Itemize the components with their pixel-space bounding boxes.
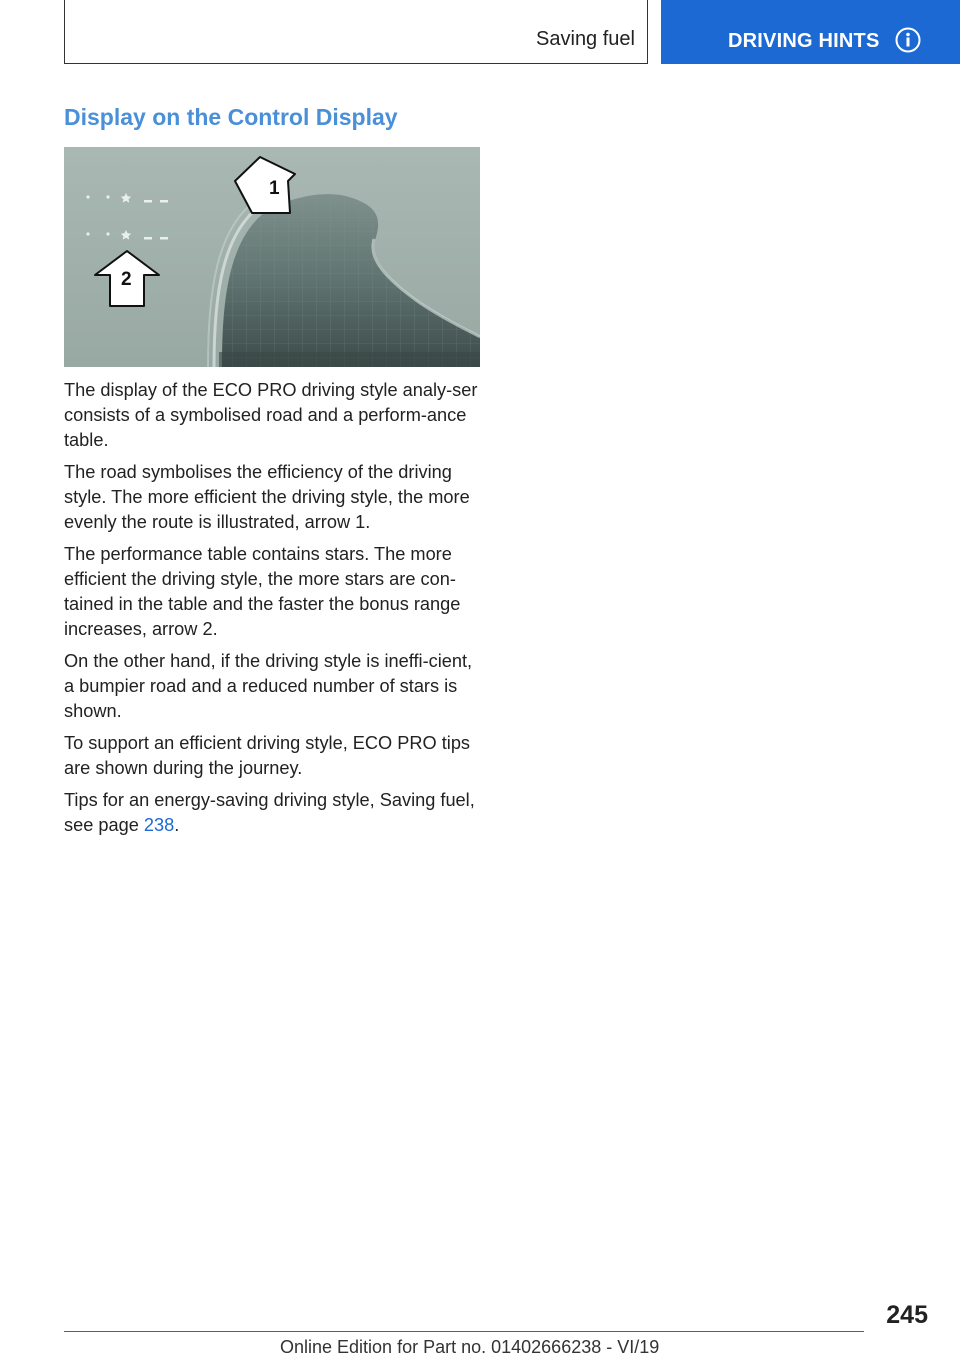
footer-divider bbox=[64, 1331, 864, 1332]
body-text bbox=[64, 378, 484, 845]
footer-edition: Online Edition for Part no. 01402666238 - VI/19 bbox=[280, 1337, 660, 1357]
paragraph: To support an efficient driving style, ECO PRO tips are shown during the journey. bbox=[64, 733, 471, 778]
arrow-1-label: 1 bbox=[269, 178, 280, 199]
page-heading: Display on the Control Display bbox=[64, 104, 398, 130]
paragraph: The road symbolises the efficiency of the driving style. The more efficient the driving style, the more evenly the route is illustrated, arrow 1. bbox=[64, 462, 470, 532]
info-icon[interactable] bbox=[895, 27, 921, 53]
paragraph: On the other hand, if the driving style is ineffi-cient, a bumpier road and a reduced number of stars is shown. bbox=[64, 651, 473, 721]
arrow-2-label: 2 bbox=[121, 269, 132, 290]
paragraph-suffix: . bbox=[174, 815, 180, 835]
paragraph: The display of the ECO PRO driving style analy-ser consists of a symbolised road and a perform-ance table. bbox=[64, 380, 478, 450]
paragraph-text: Tips for an energy-saving driving style, Saving fuel, see page bbox=[64, 790, 475, 835]
paragraph-with-link bbox=[64, 788, 484, 838]
chapter-tab[interactable] bbox=[661, 0, 960, 64]
paragraph: The performance table contains stars. The more efficient the driving style, the more stars are con-tained in the table and the faster the bonus range increases, arrow 2. bbox=[64, 544, 461, 639]
page-number: 245 bbox=[886, 1301, 928, 1329]
header-section-box bbox=[64, 0, 648, 64]
chapter-title: DRIVING HINTS bbox=[728, 30, 880, 52]
control-display-figure bbox=[64, 147, 480, 367]
section-title: Saving fuel bbox=[536, 28, 635, 50]
page-reference-link[interactable]: 238 bbox=[143, 815, 175, 835]
